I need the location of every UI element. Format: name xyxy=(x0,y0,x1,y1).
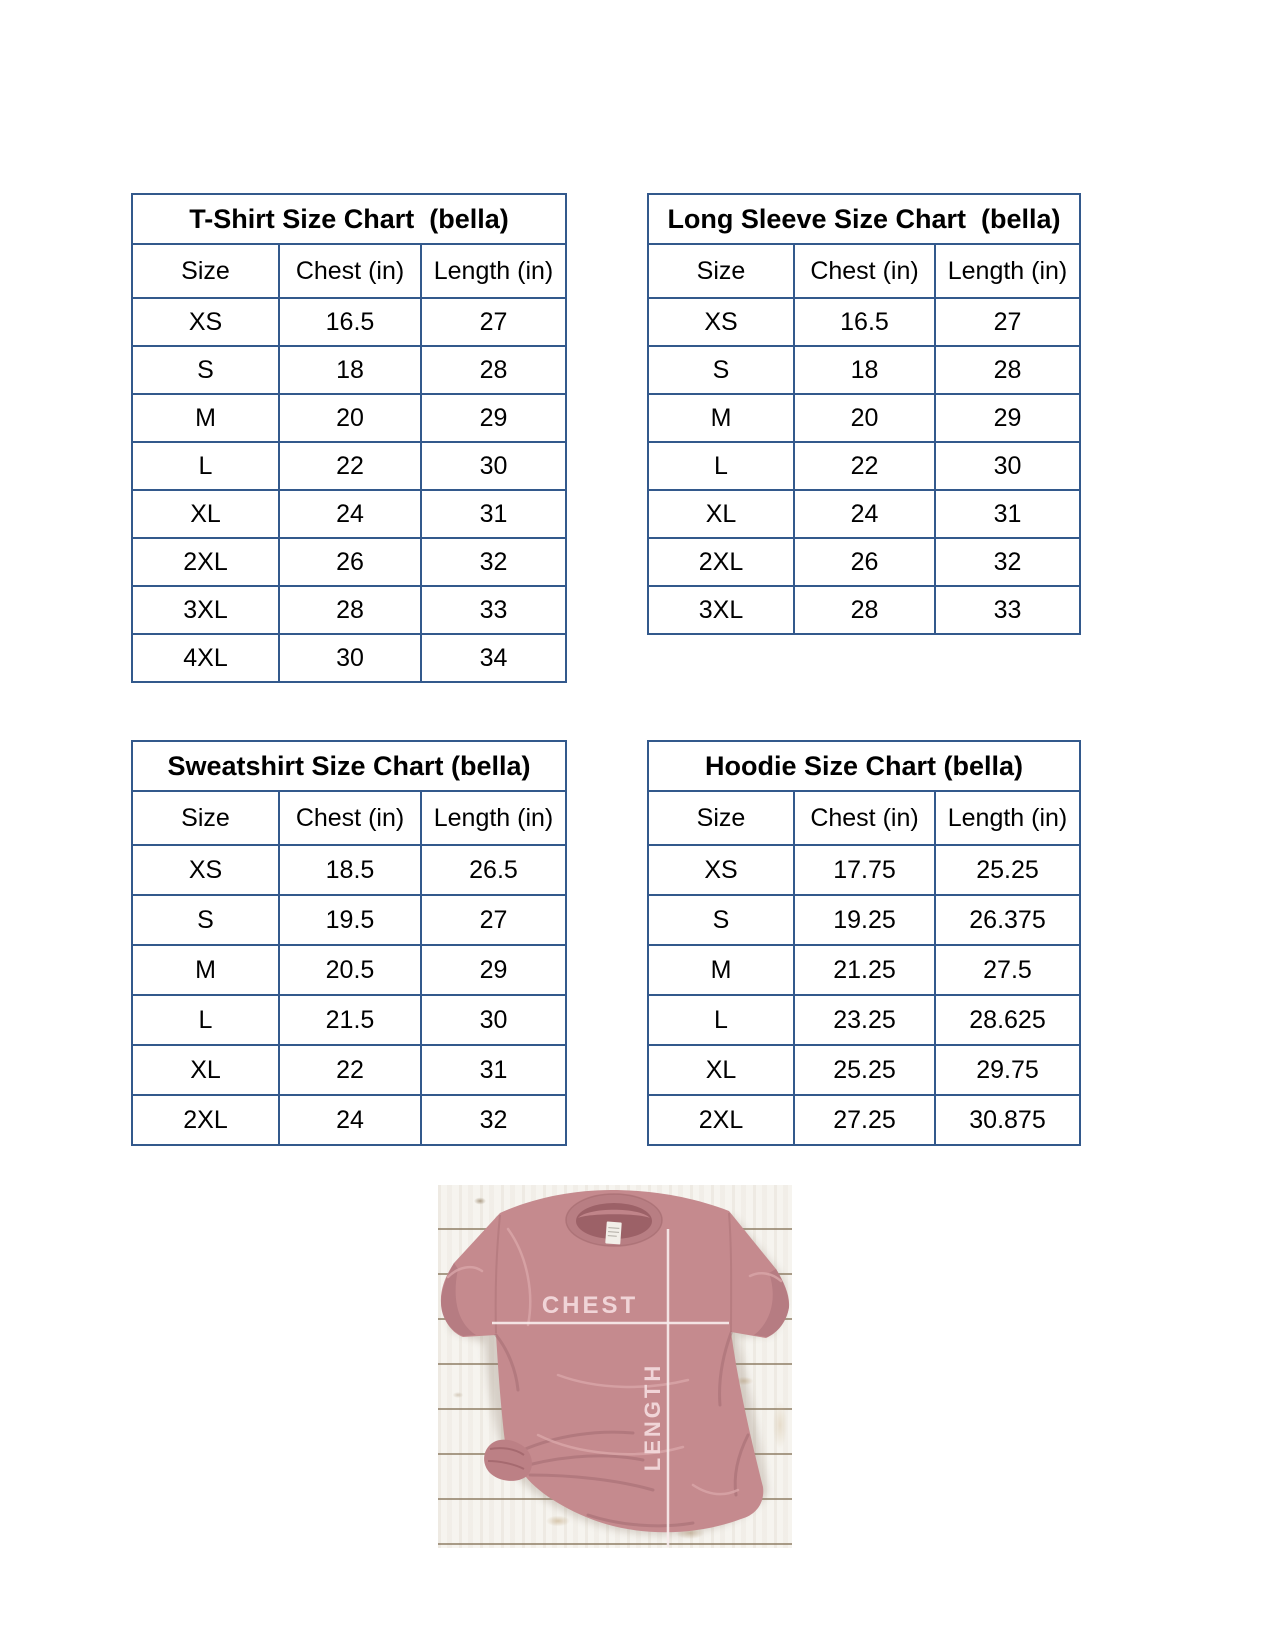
table-cell: XS xyxy=(648,845,794,895)
table-row xyxy=(132,490,566,538)
table-cell: 3XL xyxy=(132,586,279,634)
table-row xyxy=(132,442,566,490)
table-row xyxy=(648,945,1080,995)
table-cell: 30 xyxy=(421,442,566,490)
length-label: LENGTH xyxy=(640,1362,665,1472)
table-cell: M xyxy=(648,945,794,995)
table-cell: 24 xyxy=(279,490,421,538)
table-cell: 18 xyxy=(279,346,421,394)
sweatshirt-size-table xyxy=(131,740,567,1146)
table-cell: 31 xyxy=(421,490,566,538)
table-cell: 16.5 xyxy=(794,298,935,346)
table-cell: XS xyxy=(132,845,279,895)
table-cell: 33 xyxy=(421,586,566,634)
table-cell: 22 xyxy=(279,1045,421,1095)
table-cell: 32 xyxy=(421,1095,566,1145)
table-cell: 28 xyxy=(935,346,1080,394)
table-cell: 27.25 xyxy=(794,1095,935,1145)
table-cell: 23.25 xyxy=(794,995,935,1045)
table-cell: L xyxy=(648,442,794,490)
table-cell: 29 xyxy=(421,945,566,995)
table-cell: 34 xyxy=(421,634,566,682)
table-row xyxy=(132,1045,566,1095)
table-cell: XS xyxy=(132,298,279,346)
table-title: Hoodie Size Chart (bella) xyxy=(648,741,1080,791)
table-row xyxy=(648,845,1080,895)
table-row xyxy=(132,586,566,634)
tshirt-size-chart xyxy=(131,193,567,683)
column-header-length-in: Length (in) xyxy=(935,244,1080,298)
table-cell: L xyxy=(648,995,794,1045)
table-cell: 32 xyxy=(935,538,1080,586)
table-cell: 30.875 xyxy=(935,1095,1080,1145)
table-row xyxy=(648,1095,1080,1145)
table-cell: 24 xyxy=(794,490,935,538)
table-title: Long Sleeve Size Chart (bella) xyxy=(648,194,1080,244)
table-cell: 28 xyxy=(279,586,421,634)
table-row xyxy=(132,845,566,895)
longsleeve-size-table xyxy=(647,193,1081,635)
table-cell: 30 xyxy=(935,442,1080,490)
table-cell: 25.25 xyxy=(794,1045,935,1095)
table-cell: 28 xyxy=(794,586,935,634)
table-row xyxy=(648,895,1080,945)
table-title: Sweatshirt Size Chart (bella) xyxy=(132,741,566,791)
table-cell: 2XL xyxy=(132,1095,279,1145)
table-row xyxy=(132,298,566,346)
table-cell: 29.75 xyxy=(935,1045,1080,1095)
table-cell: 28.625 xyxy=(935,995,1080,1045)
table-row xyxy=(648,538,1080,586)
table-row xyxy=(132,634,566,682)
column-header-length-in: Length (in) xyxy=(421,244,566,298)
table-cell: XL xyxy=(132,1045,279,1095)
column-header-size: Size xyxy=(132,244,279,298)
table-cell: S xyxy=(648,895,794,945)
column-header-chest-in: Chest (in) xyxy=(794,791,935,845)
table-cell: 2XL xyxy=(648,1095,794,1145)
table-cell: 30 xyxy=(279,634,421,682)
table-cell: S xyxy=(132,895,279,945)
table-cell: 33 xyxy=(935,586,1080,634)
table-cell: 21.5 xyxy=(279,995,421,1045)
table-cell: XS xyxy=(648,298,794,346)
tshirt-illustration xyxy=(438,1185,792,1548)
table-row xyxy=(648,490,1080,538)
table-cell: 29 xyxy=(935,394,1080,442)
table-cell: 26.5 xyxy=(421,845,566,895)
table-cell: 18 xyxy=(794,346,935,394)
table-cell: XL xyxy=(648,490,794,538)
table-cell: 19.5 xyxy=(279,895,421,945)
table-cell: S xyxy=(132,346,279,394)
table-cell: 2XL xyxy=(648,538,794,586)
column-header-chest-in: Chest (in) xyxy=(279,244,421,298)
table-cell: 26 xyxy=(279,538,421,586)
column-header-size: Size xyxy=(648,791,794,845)
table-cell: 31 xyxy=(935,490,1080,538)
table-cell: 24 xyxy=(279,1095,421,1145)
table-cell: 27 xyxy=(421,895,566,945)
table-cell: 26 xyxy=(794,538,935,586)
table-cell: 21.25 xyxy=(794,945,935,995)
table-header-row xyxy=(132,244,566,298)
table-cell: M xyxy=(132,945,279,995)
longsleeve-size-chart xyxy=(647,193,1081,635)
column-header-chest-in: Chest (in) xyxy=(279,791,421,845)
table-cell: S xyxy=(648,346,794,394)
table-title: T-Shirt Size Chart (bella) xyxy=(132,194,566,244)
table-row xyxy=(132,945,566,995)
table-header-row xyxy=(132,791,566,845)
table-row xyxy=(132,394,566,442)
table-row xyxy=(132,895,566,945)
table-cell: L xyxy=(132,442,279,490)
table-cell: 29 xyxy=(421,394,566,442)
table-cell: XL xyxy=(132,490,279,538)
table-cell: XL xyxy=(648,1045,794,1095)
table-row xyxy=(132,995,566,1045)
column-header-length-in: Length (in) xyxy=(421,791,566,845)
table-row xyxy=(132,538,566,586)
table-row xyxy=(132,346,566,394)
table-cell: 4XL xyxy=(132,634,279,682)
table-row xyxy=(648,1045,1080,1095)
column-header-size: Size xyxy=(648,244,794,298)
table-row xyxy=(648,394,1080,442)
table-cell: M xyxy=(648,394,794,442)
table-cell: 30 xyxy=(421,995,566,1045)
table-header-row xyxy=(648,791,1080,845)
table-row xyxy=(648,346,1080,394)
table-cell: 18.5 xyxy=(279,845,421,895)
neck-tag xyxy=(605,1221,621,1244)
table-row xyxy=(648,586,1080,634)
table-row xyxy=(648,298,1080,346)
table-cell: 16.5 xyxy=(279,298,421,346)
table-cell: 27.5 xyxy=(935,945,1080,995)
table-cell: 27 xyxy=(421,298,566,346)
size-guide-photo xyxy=(438,1185,792,1548)
table-cell: M xyxy=(132,394,279,442)
table-row xyxy=(132,1095,566,1145)
table-header-row xyxy=(648,244,1080,298)
table-cell: 26.375 xyxy=(935,895,1080,945)
table-cell: 28 xyxy=(421,346,566,394)
table-cell: 3XL xyxy=(648,586,794,634)
table-cell: 17.75 xyxy=(794,845,935,895)
chest-label: CHEST xyxy=(541,1292,639,1319)
table-cell: L xyxy=(132,995,279,1045)
hoodie-size-chart xyxy=(647,740,1081,1146)
column-header-chest-in: Chest (in) xyxy=(794,244,935,298)
table-cell: 20 xyxy=(279,394,421,442)
table-cell: 22 xyxy=(794,442,935,490)
table-cell: 25.25 xyxy=(935,845,1080,895)
hoodie-size-table xyxy=(647,740,1081,1146)
tshirt-size-table xyxy=(131,193,567,683)
sweatshirt-size-chart xyxy=(131,740,567,1146)
table-cell: 20.5 xyxy=(279,945,421,995)
table-row xyxy=(648,995,1080,1045)
table-cell: 2XL xyxy=(132,538,279,586)
column-header-length-in: Length (in) xyxy=(935,791,1080,845)
table-cell: 32 xyxy=(421,538,566,586)
table-cell: 22 xyxy=(279,442,421,490)
table-cell: 31 xyxy=(421,1045,566,1095)
column-header-size: Size xyxy=(132,791,279,845)
table-cell: 20 xyxy=(794,394,935,442)
table-row xyxy=(648,442,1080,490)
table-cell: 27 xyxy=(935,298,1080,346)
table-cell: 19.25 xyxy=(794,895,935,945)
